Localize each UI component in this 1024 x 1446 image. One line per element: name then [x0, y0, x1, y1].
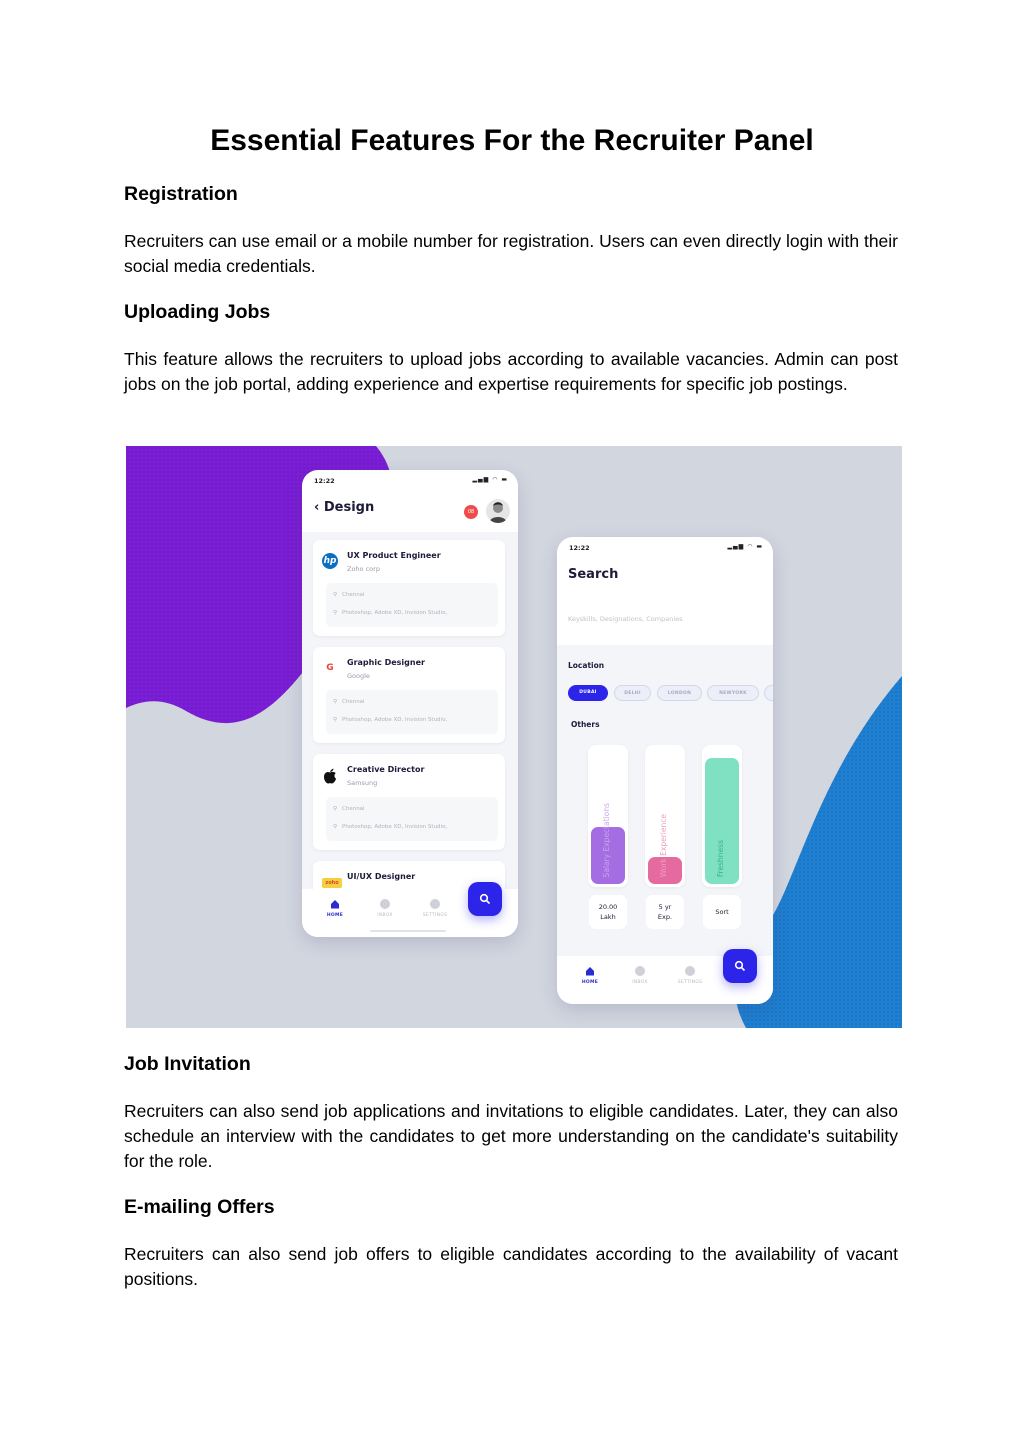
search-icon [479, 893, 491, 905]
filters-panel [557, 645, 773, 995]
job-title: UI/UX Designer [347, 872, 416, 881]
chip-newyork[interactable]: NEWYORK [707, 685, 759, 701]
nav-home[interactable] [315, 899, 355, 918]
nav-home-label: HOME [581, 980, 599, 985]
app-mockup-illustration [126, 446, 902, 1028]
job-title: UX Product Engineer [347, 551, 441, 560]
heading-uploading-jobs: Uploading Jobs [124, 301, 271, 323]
chip-more[interactable] [764, 685, 773, 701]
hp-logo-icon: hp [322, 553, 338, 569]
nav-settings-label: SETTINGS [677, 980, 703, 985]
paragraph-registration: Recruiters can use email or a mobile number for registration. Users can even directly login with their social media credentials. [124, 231, 898, 276]
job-title: Creative Director [347, 765, 425, 774]
chip-london[interactable]: LONDON [657, 685, 702, 701]
status-time: 12:22 [314, 477, 335, 485]
nav-settings-label: SETTINGS [422, 913, 448, 918]
freshness-slider[interactable] [702, 745, 742, 887]
settings-icon [685, 966, 695, 976]
paragraph-job-invitation: Recruiters can also send job applications and invitations to eligible candidates. Later, they can also schedule an interview with the candidates to get more understanding on the candidate's suitability for the role. [124, 1101, 898, 1171]
others-label: Others [571, 720, 600, 729]
paragraph-emailing-offers: Recruiters can also send job offers to eligible candidates according to the availability of vacant positions. [124, 1244, 898, 1289]
paragraph-uploading-jobs: This feature allows the recruiters to upload jobs according to available vacancies. Admin can post jobs on the job portal, adding experience and expertise requirements for specific job postings. [124, 349, 898, 394]
search-title: Search [568, 567, 619, 582]
nav-inbox[interactable] [620, 966, 660, 985]
nav-home-label: HOME [326, 913, 344, 918]
location-label: Location [568, 661, 605, 670]
inbox-icon [635, 966, 645, 976]
experience-slider[interactable] [645, 745, 685, 887]
skills-icon: ⚲ [333, 610, 338, 616]
job-title: Graphic Designer [347, 658, 425, 667]
job-card[interactable] [313, 540, 505, 636]
heading-registration: Registration [124, 183, 238, 205]
location-pin-icon: ⚲ [333, 592, 338, 598]
experience-value: 5 yr Exp. [646, 895, 684, 929]
nav-settings[interactable] [415, 899, 455, 918]
search-button[interactable] [723, 949, 757, 983]
search-phone-screen [557, 537, 773, 1004]
avatar[interactable] [486, 499, 510, 523]
job-company: Zoho corp [347, 565, 380, 573]
nav-inbox[interactable] [365, 899, 405, 918]
job-card[interactable] [313, 647, 505, 743]
design-back-header[interactable]: ‹ Design [314, 500, 375, 515]
salary-slider[interactable] [588, 745, 628, 887]
job-company: Samsung [347, 779, 378, 787]
apple-logo-icon [322, 767, 338, 783]
job-list-phone-screen [302, 470, 518, 937]
nav-home[interactable] [570, 966, 610, 985]
zoho-logo-icon: zoho [322, 878, 342, 888]
salary-value: 20.00 Lakh [589, 895, 627, 929]
job-skills: Photoshop, Adobe XD, Invision Studio, [342, 824, 448, 830]
status-bar-icons: ▂▄▆ ◠ ▬ [727, 543, 763, 550]
home-icon [585, 966, 595, 976]
user-avatar-icon [486, 499, 510, 523]
job-details [326, 583, 498, 627]
job-company: Google [347, 672, 370, 680]
experience-slider-label: Work Experience [659, 813, 668, 877]
home-indicator [370, 930, 446, 932]
location-pin-icon: ⚲ [333, 699, 338, 705]
salary-slider-label: Salary Expectations [602, 802, 611, 877]
skills-icon: ⚲ [333, 717, 338, 723]
status-time: 12:22 [569, 544, 590, 552]
google-logo-icon: G [322, 660, 338, 676]
notification-badge[interactable]: 08 [464, 505, 478, 519]
heading-job-invitation: Job Invitation [124, 1053, 251, 1075]
skills-icon: ⚲ [333, 824, 338, 830]
location-pin-icon: ⚲ [333, 806, 338, 812]
chip-dubai[interactable]: DUBAI [568, 685, 608, 701]
job-location: Chennai [342, 592, 365, 598]
chip-delhi[interactable]: DELHI [614, 685, 651, 701]
job-card[interactable] [313, 754, 505, 850]
search-input[interactable]: Keyskills, Designations, Companies [568, 615, 683, 623]
nav-settings[interactable] [670, 966, 710, 985]
job-skills: Photoshop, Adobe XD, Invision Studio, [342, 717, 448, 723]
sort-button[interactable]: Sort [703, 895, 741, 929]
inbox-icon [380, 899, 390, 909]
job-location: Chennai [342, 806, 365, 812]
freshness-slider-label: Freshness [716, 839, 725, 877]
nav-inbox-label: INBOX [377, 913, 393, 918]
status-bar-icons: ▂▄▆ ◠ ▬ [472, 476, 508, 483]
job-location: Chennai [342, 699, 365, 705]
nav-inbox-label: INBOX [632, 980, 648, 985]
settings-icon [430, 899, 440, 909]
home-icon [330, 899, 340, 909]
job-skills: Photoshop, Adobe XD, Invision Studio, [342, 610, 448, 616]
document-title: Essential Features For the Recruiter Panel [210, 124, 814, 157]
search-icon [734, 960, 746, 972]
job-list [302, 532, 518, 912]
job-details [326, 690, 498, 734]
heading-emailing-offers: E-mailing Offers [124, 1196, 275, 1218]
job-details [326, 797, 498, 841]
search-button[interactable] [468, 882, 502, 916]
